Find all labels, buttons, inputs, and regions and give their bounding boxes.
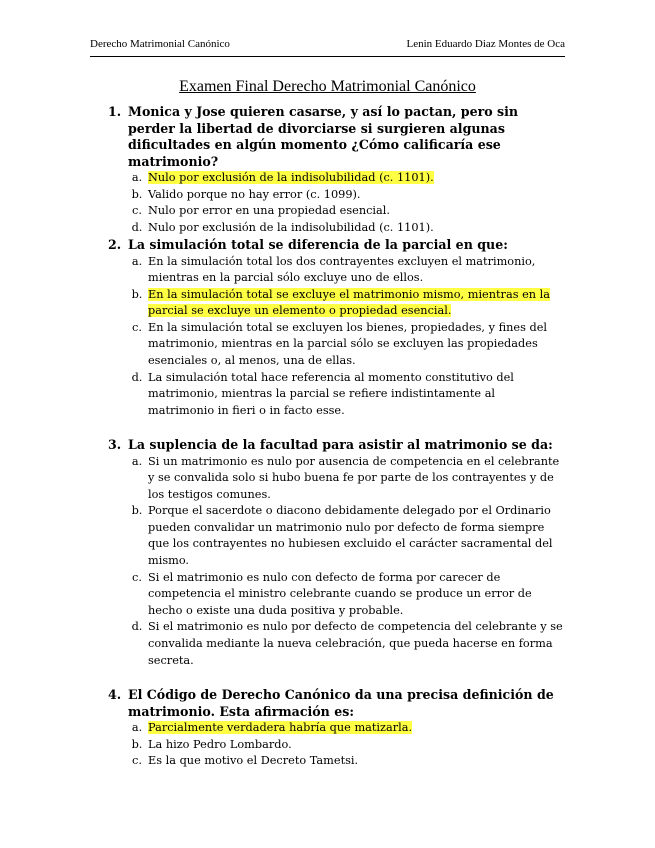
question-text: El Código de Derecho Canónico da una precisa definición de matrimonio. Esta afirmación es: bbox=[128, 687, 554, 719]
option-c: c. Es la que motivo el Decreto Tametsi. bbox=[132, 754, 359, 768]
option-b: b. La hizo Pedro Lombardo. bbox=[131, 737, 292, 751]
option-b: b. En la simulación total se excluye el matrimonio mismo, mientras en la parcial se excluye un elemento o propiedad esencial. bbox=[131, 287, 550, 318]
option-b: b. Valido porque no hay error (c. 1099). bbox=[131, 187, 361, 201]
option-b: b. Porque el sacerdote o diacono debidamente delegado por el Ordinario pueden convalidar un matrimonio nulo por defecto de forma siempre que los contrayentes no hubiesen excluido el carácter sacramental del mismo. bbox=[131, 504, 553, 568]
option-a: a. En la simulación total los dos contrayentes excluyen el matrimonio, mientras en la parcial sólo excluye uno de ellos. bbox=[131, 254, 536, 285]
question-4 bbox=[108, 687, 568, 770]
option-list bbox=[108, 170, 568, 236]
question-number: 3. bbox=[108, 437, 122, 452]
question-1 bbox=[108, 104, 568, 236]
option-list bbox=[108, 720, 568, 770]
page-header bbox=[90, 38, 565, 57]
option-list bbox=[108, 454, 568, 670]
highlighted-answer: En la simulación total se excluye el matrimonio mismo, mientras en la parcial se excluye un elemento o propiedad esencial. bbox=[148, 287, 550, 318]
question-text: La simulación total se diferencia de la parcial en que: bbox=[128, 237, 508, 252]
option-list bbox=[108, 254, 568, 420]
option-c: c. Si el matrimonio es nulo con defecto de forma por carecer de competencia el ministro celebrante cuando se produce un error de hecho o existe una duda positiva y probable. bbox=[132, 570, 532, 617]
header-author: Lenin Eduardo Diaz Montes de Oca bbox=[406, 38, 565, 50]
highlighted-answer: Parcialmente verdadera habría que matizarla. bbox=[148, 721, 413, 734]
option-d: d. La simulación total hace referencia al momento constitutivo del matrimonio, mientras la parcial se refiere indistintamente al matrimonio in fieri o in facto esse. bbox=[131, 370, 514, 417]
question-3 bbox=[108, 437, 568, 669]
option-d: d. Si el matrimonio es nulo por defecto de competencia del celebrante y se convalida mediante la nueva celebración, que pueda hacerse en forma secreta. bbox=[131, 620, 563, 667]
page-title: Examen Final Derecho Matrimonial Canónico bbox=[179, 78, 476, 95]
option-c: c. Nulo por error en una propiedad esencial. bbox=[132, 204, 390, 218]
question-number: 4. bbox=[108, 687, 122, 702]
question-text: La suplencia de la facultad para asistir al matrimonio se da: bbox=[128, 437, 553, 452]
option-a: a. Si un matrimonio es nulo por ausencia de competencia en el celebrante y se convalida solo si hubo buena fe por parte de los contrayentes y de los testigos comunes. bbox=[131, 454, 560, 501]
highlighted-answer: Nulo por exclusión de la indisolubilidad (c. 1101). bbox=[148, 171, 434, 184]
question-number: 1. bbox=[108, 104, 122, 119]
option-a: a. Nulo por exclusión de la indisolubilidad (c. 1101). bbox=[131, 171, 434, 184]
header-course: Derecho Matrimonial Canónico bbox=[90, 38, 230, 50]
option-d: d. Nulo por exclusión de la indisolubilidad (c. 1101). bbox=[131, 220, 434, 234]
question-2 bbox=[108, 237, 568, 419]
question-text: Monica y Jose quieren casarse, y así lo pactan, pero sin perder la libertad de divorciarse si surgieren algunas dificultades en algún momento ¿Cómo calificaría ese matrimonio? bbox=[128, 104, 519, 169]
option-a: a. Parcialmente verdadera habría que matizarla. bbox=[131, 721, 413, 734]
option-c: c. En la simulación total se excluyen los bienes, propiedades, y fines del matrimonio, mientras en la parcial sólo se excluyen las propiedades esenciales o, al menos, una de ellas. bbox=[132, 320, 547, 368]
question-number: 2. bbox=[108, 237, 122, 252]
